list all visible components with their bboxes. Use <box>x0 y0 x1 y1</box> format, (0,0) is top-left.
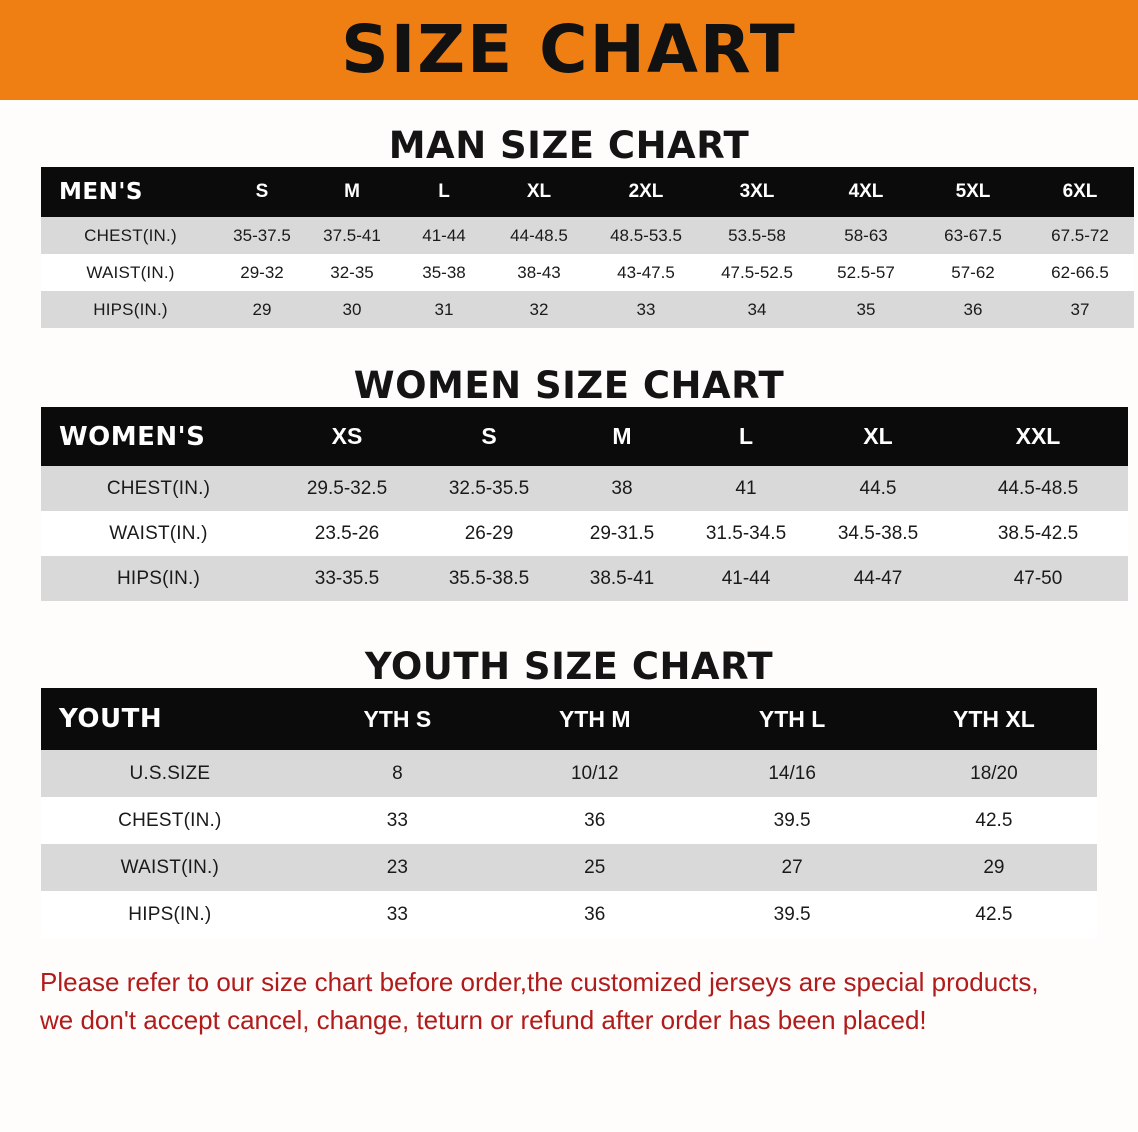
women-hips-l: 41-44 <box>721 567 771 589</box>
man-header-2xl: 2XL <box>628 181 664 202</box>
youth-header-m: YTH M <box>558 705 631 732</box>
women-header-m: M <box>612 423 632 449</box>
man-header-s: S <box>255 181 269 202</box>
youth-header-xl: YTH XL <box>953 705 1035 732</box>
man-hips-l: 31 <box>434 299 454 319</box>
youth-chest-l: 39.5 <box>773 809 811 831</box>
man-header-6xl: 6XL <box>1062 181 1098 202</box>
youth-size-table <box>41 688 1097 938</box>
youth-chest-xl: 42.5 <box>975 809 1013 831</box>
youth-waist-m: 25 <box>584 856 606 878</box>
women-waist-m: 29-31.5 <box>589 522 655 544</box>
table-header-row <box>41 407 1128 466</box>
women-waist-l: 31.5-34.5 <box>705 522 787 544</box>
man-chest-l: 41-44 <box>422 225 466 245</box>
youth-section-title: YOUTH SIZE CHART <box>364 645 774 688</box>
women-waist-s: 26-29 <box>464 522 514 544</box>
youth-ussize-xl: 18/20 <box>970 762 1018 784</box>
man-waist-s: 29-32 <box>240 262 284 282</box>
youth-header-label: YOUTH <box>59 704 163 734</box>
man-row-label-waist: WAIST(IN.) <box>86 262 175 282</box>
youth-hips-m: 36 <box>584 903 606 925</box>
women-waist-xl: 34.5-38.5 <box>837 522 919 544</box>
man-header-label: MEN'S <box>59 179 143 205</box>
youth-waist-s: 23 <box>386 856 408 878</box>
man-hips-3xl: 34 <box>747 299 767 319</box>
youth-row-label-hips: HIPS(IN.) <box>128 903 212 925</box>
man-header-5xl: 5XL <box>955 181 991 202</box>
man-chest-s: 35-37.5 <box>233 225 291 245</box>
women-chest-xl: 44.5 <box>859 477 897 499</box>
women-size-table <box>41 407 1128 601</box>
man-chest-4xl: 58-63 <box>844 225 888 245</box>
women-chart-wrap <box>0 407 1138 601</box>
women-waist-xs: 23.5-26 <box>314 522 380 544</box>
man-waist-5xl: 57-62 <box>951 262 995 282</box>
table-row <box>41 750 1097 797</box>
table-row <box>41 466 1128 511</box>
man-waist-6xl: 62-66.5 <box>1051 262 1109 282</box>
table-row <box>41 891 1097 938</box>
man-waist-2xl: 43-47.5 <box>617 262 675 282</box>
youth-hips-l: 39.5 <box>773 903 811 925</box>
man-section-title: MAN SIZE CHART <box>388 124 750 167</box>
man-chest-2xl: 48.5-53.5 <box>610 225 682 245</box>
man-waist-3xl: 47.5-52.5 <box>721 262 793 282</box>
women-hips-xxl: 47-50 <box>1013 567 1063 589</box>
man-table-body <box>41 217 1134 328</box>
man-row-label-chest: CHEST(IN.) <box>84 225 177 245</box>
youth-row-label-waist: WAIST(IN.) <box>120 856 220 878</box>
man-header-3xl: 3XL <box>739 181 775 202</box>
women-row-label-hips: HIPS(IN.) <box>116 567 201 589</box>
women-hips-m: 38.5-41 <box>589 567 655 589</box>
table-header-row <box>41 688 1097 750</box>
man-chest-5xl: 63-67.5 <box>944 225 1002 245</box>
youth-chest-s: 33 <box>386 809 408 831</box>
youth-row-label-chest: CHEST(IN.) <box>118 809 222 831</box>
youth-hips-s: 33 <box>386 903 408 925</box>
women-chest-m: 38 <box>611 477 633 499</box>
man-waist-4xl: 52.5-57 <box>837 262 895 282</box>
youth-ussize-s: 8 <box>392 762 403 784</box>
man-size-table <box>41 167 1134 328</box>
youth-table-body <box>41 750 1097 938</box>
man-row-label-hips: HIPS(IN.) <box>93 299 168 319</box>
women-section-title: WOMEN SIZE CHART <box>353 364 785 407</box>
youth-table-header <box>41 688 1097 750</box>
man-waist-l: 35-38 <box>422 262 466 282</box>
policy-note-line2: we don't accept cancel, change, teturn or refund after order has been placed! <box>40 1004 927 1035</box>
women-table-body <box>41 466 1128 601</box>
page-banner <box>0 0 1138 100</box>
youth-header-l: YTH L <box>758 705 826 732</box>
women-row-label-waist: WAIST(IN.) <box>109 522 208 544</box>
table-row <box>41 797 1097 844</box>
youth-ussize-l: 14/16 <box>768 762 816 784</box>
man-header-4xl: 4XL <box>848 181 884 202</box>
man-chart-wrap <box>0 167 1138 328</box>
table-row <box>41 217 1134 254</box>
policy-note <box>40 964 1098 1039</box>
women-chest-xs: 29.5-32.5 <box>306 477 388 499</box>
page-title: SIZE CHART <box>341 11 797 88</box>
man-chest-xl: 44-48.5 <box>510 225 568 245</box>
man-hips-5xl: 36 <box>963 299 983 319</box>
man-hips-6xl: 37 <box>1070 299 1090 319</box>
man-hips-4xl: 35 <box>856 299 876 319</box>
women-chest-l: 41 <box>735 477 757 499</box>
women-table-header <box>41 407 1128 466</box>
youth-header-s: YTH S <box>363 705 432 732</box>
man-header-xl: XL <box>526 181 552 202</box>
man-table-header <box>41 167 1134 217</box>
man-hips-s: 29 <box>252 299 272 319</box>
policy-note-line1: Please refer to our size chart before order,the customized jerseys are special products, <box>40 967 1039 997</box>
table-row <box>41 556 1128 601</box>
table-row <box>41 844 1097 891</box>
man-chest-m: 37.5-41 <box>323 225 381 245</box>
table-row <box>41 511 1128 556</box>
youth-waist-l: 27 <box>781 856 803 878</box>
youth-row-label-ussize: U.S.SIZE <box>129 762 211 784</box>
youth-ussize-m: 10/12 <box>570 762 619 784</box>
youth-waist-xl: 29 <box>983 856 1005 878</box>
man-header-l: L <box>438 181 450 202</box>
youth-chart-wrap <box>0 688 1138 938</box>
women-header-xl: XL <box>863 423 893 449</box>
youth-hips-xl: 42.5 <box>975 903 1013 925</box>
man-header-m: M <box>344 181 360 202</box>
youth-chest-m: 36 <box>584 809 606 831</box>
women-hips-xs: 33-35.5 <box>314 567 380 589</box>
women-row-label-chest: CHEST(IN.) <box>106 477 211 499</box>
women-hips-xl: 44-47 <box>853 567 903 589</box>
women-waist-xxl: 38.5-42.5 <box>997 522 1079 544</box>
table-row <box>41 291 1134 328</box>
women-chest-xxl: 44.5-48.5 <box>997 477 1079 499</box>
women-header-s: S <box>481 423 497 449</box>
women-chest-s: 32.5-35.5 <box>448 477 530 499</box>
women-header-label: WOMEN'S <box>59 421 206 452</box>
women-header-l: L <box>738 423 754 449</box>
man-hips-2xl: 33 <box>636 299 656 319</box>
man-hips-xl: 32 <box>529 299 549 319</box>
table-header-row <box>41 167 1134 217</box>
man-waist-m: 32-35 <box>330 262 374 282</box>
man-hips-m: 30 <box>342 299 362 319</box>
man-waist-xl: 38-43 <box>517 262 561 282</box>
man-chest-6xl: 67.5-72 <box>1051 225 1109 245</box>
women-header-xxl: XXL <box>1015 423 1061 449</box>
table-row <box>41 254 1134 291</box>
man-chest-3xl: 53.5-58 <box>728 225 786 245</box>
women-hips-s: 35.5-38.5 <box>448 567 530 589</box>
women-header-xs: XS <box>331 423 363 449</box>
